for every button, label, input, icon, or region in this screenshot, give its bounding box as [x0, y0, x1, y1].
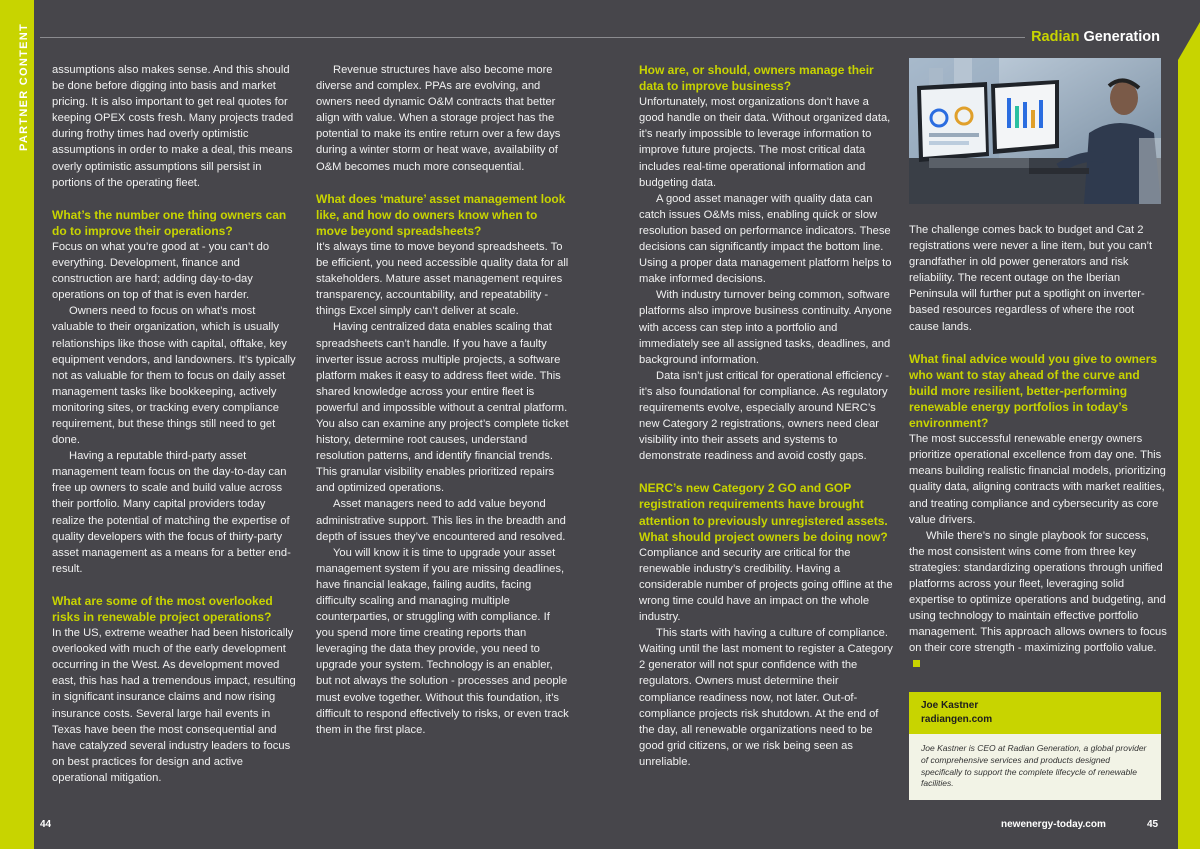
paragraph: With industry turnover being common, software platforms also improve business continuity. Anyone with access can step into a portfolio and immediately see all assigned tasks, deadlines, and background information. [639, 289, 892, 366]
paragraph: Asset managers need to add value beyond administrative support. This lies in the breadth and depth of issues they’ve encountered and resolved. [316, 498, 566, 543]
article-column-2 [316, 62, 570, 738]
paragraph: You will know it is time to upgrade your asset management system if you are missing deadlines, have financial leakage, failing audits, facing difficulty scaling and managing multiple counterparties, or struggling with compliance. If you spend more time creating reports than leveraging the data they provide, you need to upgrade your system. Technology is an enabler, but not always the solution - processes and people must evolve together. Without this foundation, it’s difficult to respond effectively to risks, or even track them in the first place. [316, 546, 569, 736]
question-heading: NERC’s new Category 2 GO and GOP registration requirements have brought attention to previously unregistered assets. What should project owners be doing now? [639, 481, 888, 544]
paragraph: This starts with having a culture of compliance. Waiting until the last moment to register a Category 2 generator will not spur confidence with the regulators. Owners must determine their compliance readiness now, not later. Out-of-compliance projects risk shutdown. At the end of the day, all renewable organizations need to be good grid citizens, or we risk being seen as unreliable. [639, 627, 893, 768]
paragraph: Revenue structures have also become more diverse and complex. PPAs are evolving, and owners need dynamic O&M contracts that better align with value. When a storage project has the potential to make its entire return over a few days during a winter storm or heat wave, availability of O&M becomes much more consequential. [316, 64, 561, 173]
paragraph: A good asset manager with quality data can catch issues O&Ms miss, enabling quick or slow resolution based on performance indicators. These decisions can significantly impact the bottom line. Using a proper data management platform helps to make informed decisions. [639, 192, 892, 286]
question-heading: What are some of the most overlooked risks in renewable project operations? [52, 593, 273, 624]
paragraph: Having centralized data enables scaling that spreadsheets can’t handle. If you have a faulty inverter issue across multiple projects, a software platform makes it easy to address fleet wide. This shared knowledge across your entire fleet is powerful and impossible without a central platform. You also can examine any project’s complete ticket history, determine root causes, understand resolution patterns, and identify financial trends. This granular visibility enables prioritized repairs and optimized operations. [316, 321, 569, 495]
article-column-4 [909, 222, 1167, 673]
question-heading: What final advice would you give to owners who want to stay ahead of the curve and build more resilient, better-performing renewable energy portfolios in today’s environment? [909, 351, 1158, 431]
article-column-3 [639, 62, 895, 770]
brand-logo [1031, 29, 1160, 45]
header-rule [40, 37, 1025, 38]
author-bio-header [909, 692, 1161, 734]
paragraph: In the US, extreme weather had been historically overlooked with much of the early development occurring in the West. As development moved east, this has had a tremendous impact, resulting in significant insurance claims and now rising insurance costs. Several large hail events in Texas have been the most consequential and have catalyzed several industry leaders to focus on best practices for design and active operational mitigation. [52, 627, 296, 784]
page-number-left: 44 [40, 819, 52, 830]
paragraph: Focus on what you’re good at - you can’t do everything. Development, finance and construction are hard; adding day-to-day operations on top of that is even harder. [52, 240, 270, 302]
person-at-monitors-photo-icon [909, 58, 1161, 204]
paragraph: Data isn’t just critical for operational efficiency - it’s also foundational for compliance. As regulatory requirements evolve, especially around NERC’s new Category 2 registrations, owners need clear visibility into their assets and systems to demonstrate readiness and avoid costly gaps. [639, 369, 889, 463]
partner-content-label: PARTNER CONTENT [18, 22, 30, 151]
paragraph: The most successful renewable energy owners prioritize operational excellence from day one. This means building realistic financial models, prioritizing quality data, aligning contracts with market realities, and treating compliance and cybersecurity as core value drivers. [909, 433, 1166, 526]
article-photo [909, 58, 1161, 204]
page-number-right: 45 [1147, 819, 1159, 830]
question-heading: How are, or should, owners manage their data to improve business? [639, 63, 874, 94]
article-column-1 [52, 62, 300, 786]
paragraph: Having a reputable third-party asset management team focus on the day-to-day can free up owners to scale and build value across their portfolio. Many capital providers today realize the potential of matching the expertise of quality developers with the focus of thirty-party asset management as a means for a better end-result. [52, 450, 291, 575]
brand-part2: Generation [1083, 29, 1160, 45]
question-heading: What does ‘mature’ asset management look like, and how do owners know when to move beyond spreadsheets? [316, 191, 566, 238]
paragraph: assumptions also makes sense. And this should be done before digging into basis and market pricing. It is also important to get real quotes for keeping OPEX costs fresh. Many projects traded during frothy times had overly optimistic assumptions in order to make a deal, this means overly optimistic assumptions sill persist in portions of the operating fleet. [52, 64, 294, 189]
paragraph: Compliance and security are critical for the renewable industry’s credibility. Having a considerable number of projects going offline at the wrong time could have an impact on the whole industry. [639, 546, 893, 624]
final-paragraph [909, 528, 1167, 673]
paragraph: Owners need to focus on what’s most valuable to their organization, which is usually relationships like those with capital, offtake, key equipment vendors, and landowners. It’s typically not as valuable for them to focus on daily asset management tasks like bookkeeping, actively monitoring sites, or tracking every compliance requirement, but these things still need to get done. [52, 305, 296, 447]
author-bio-text: Joe Kastner is CEO at Radian Generation, a global provider of comprehensive services and products designed specifically to support the complete lifecycle of renewable facilities. [921, 743, 1147, 789]
author-name: Joe Kastner [921, 700, 979, 711]
paragraph: The challenge comes back to budget and Cat 2 registrations were never a line item, but you can’t grandfather in old power generators and risk reliability. The recent outage on the Iberian Peninsula will further put a spotlight on inverter-based resources regardless of where the root cause lands. [909, 224, 1153, 333]
paragraph-text: While there’s no single playbook for success, the most consistent wins come from three key strategies: standardizing operations through unified platforms across your fleet, leveraging solid expertise to optimize operations and budgeting, and using technology to maintain effective portfolio management. This approach allows owners to focus on their core strength - maximizing portfolio value. [909, 529, 1167, 655]
author-bio-box [909, 692, 1161, 800]
author-website: radiangen.com [921, 714, 993, 725]
right-accent-wedge [1178, 0, 1200, 849]
footer-website: newenergy-today.com [1001, 819, 1106, 830]
paragraph: It’s always time to move beyond spreadsheets. To be efficient, you need accessible quality data for all stakeholders. Mature asset management requires transparency, accountability, and repeatability - things Excel simply can’t deliver at scale. [316, 240, 569, 318]
question-heading: What’s the number one thing owners can do to improve their operations? [52, 207, 287, 238]
brand-part1: Radian [1031, 29, 1080, 45]
partner-content-tab [0, 0, 34, 849]
end-mark-icon [913, 660, 920, 667]
paragraph: Unfortunately, most organizations don’t have a good handle on their data. Without organized data, it’s nearly impossible to leverage information to improve future projects. The most critical data includes real-time operational information and budgeting data. [639, 96, 891, 189]
